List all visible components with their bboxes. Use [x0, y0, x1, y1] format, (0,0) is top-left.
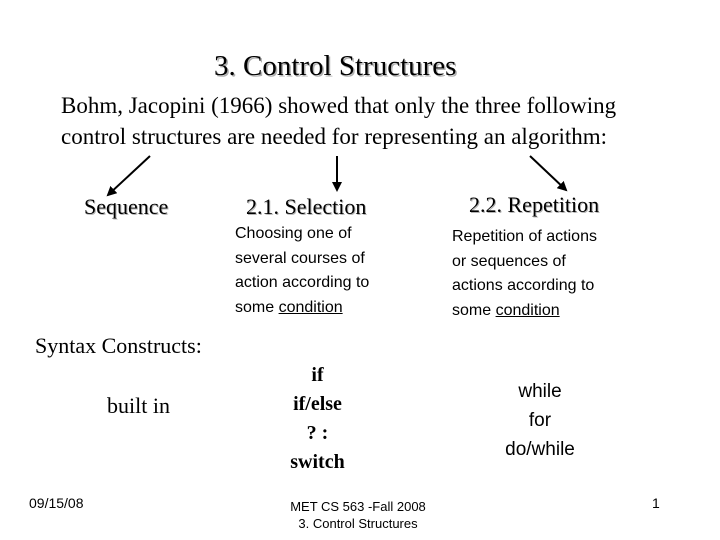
selection-description	[235, 222, 369, 320]
footer-course-info	[258, 498, 458, 532]
repetition-heading: 2.2. Repetition	[469, 192, 600, 217]
selection-desc-line	[235, 296, 369, 321]
selection-desc-line: action according to	[235, 274, 370, 291]
selection-constructs	[265, 361, 370, 477]
footer-course: MET CS 563 -Fall 2008	[290, 499, 426, 514]
repetition-desc-line: actions according to	[452, 277, 595, 294]
sequence-heading: Sequence	[84, 194, 169, 219]
syntax-constructs-label: Syntax Constructs:	[35, 333, 202, 358]
intro-text-line-1: Bohm, Jacopini (1966) showed that only the three following	[61, 93, 617, 118]
arrow-to-sequence	[108, 156, 150, 195]
sequence-construct: built in	[107, 393, 170, 418]
slide-title: 3. Control Structures	[214, 50, 457, 82]
repetition-constructs	[480, 377, 600, 464]
construct-keyword: if	[311, 364, 324, 386]
repetition-condition-keyword: condition	[495, 301, 560, 319]
selection-desc-line: several courses of	[235, 249, 365, 267]
footer-date: 09/15/08	[29, 495, 84, 511]
arrow-to-repetition	[530, 156, 566, 190]
repetition-desc-line: Repetition of actions	[452, 228, 597, 245]
construct-keyword: do/while	[505, 439, 575, 460]
intro-text-line-2: control structures are needed for representing an algorithm:	[61, 124, 608, 149]
page-number: 1	[652, 495, 660, 511]
repetition-description	[452, 225, 597, 323]
construct-keyword: while	[518, 381, 562, 402]
repetition-desc-line	[452, 299, 597, 324]
construct-keyword: for	[528, 410, 552, 431]
repetition-desc-line: or sequences of	[452, 252, 566, 270]
selection-desc-line: Choosing one of	[235, 225, 352, 242]
selection-heading: 2.1. Selection	[246, 194, 367, 219]
selection-desc-prefix: some	[235, 298, 279, 316]
repetition-desc-prefix: some	[452, 301, 496, 319]
footer-topic: 3. Control Structures	[298, 516, 418, 531]
construct-keyword: switch	[290, 451, 345, 473]
construct-keyword: ? :	[306, 422, 329, 444]
construct-keyword: if/else	[293, 393, 342, 415]
selection-condition-keyword: condition	[278, 298, 343, 316]
